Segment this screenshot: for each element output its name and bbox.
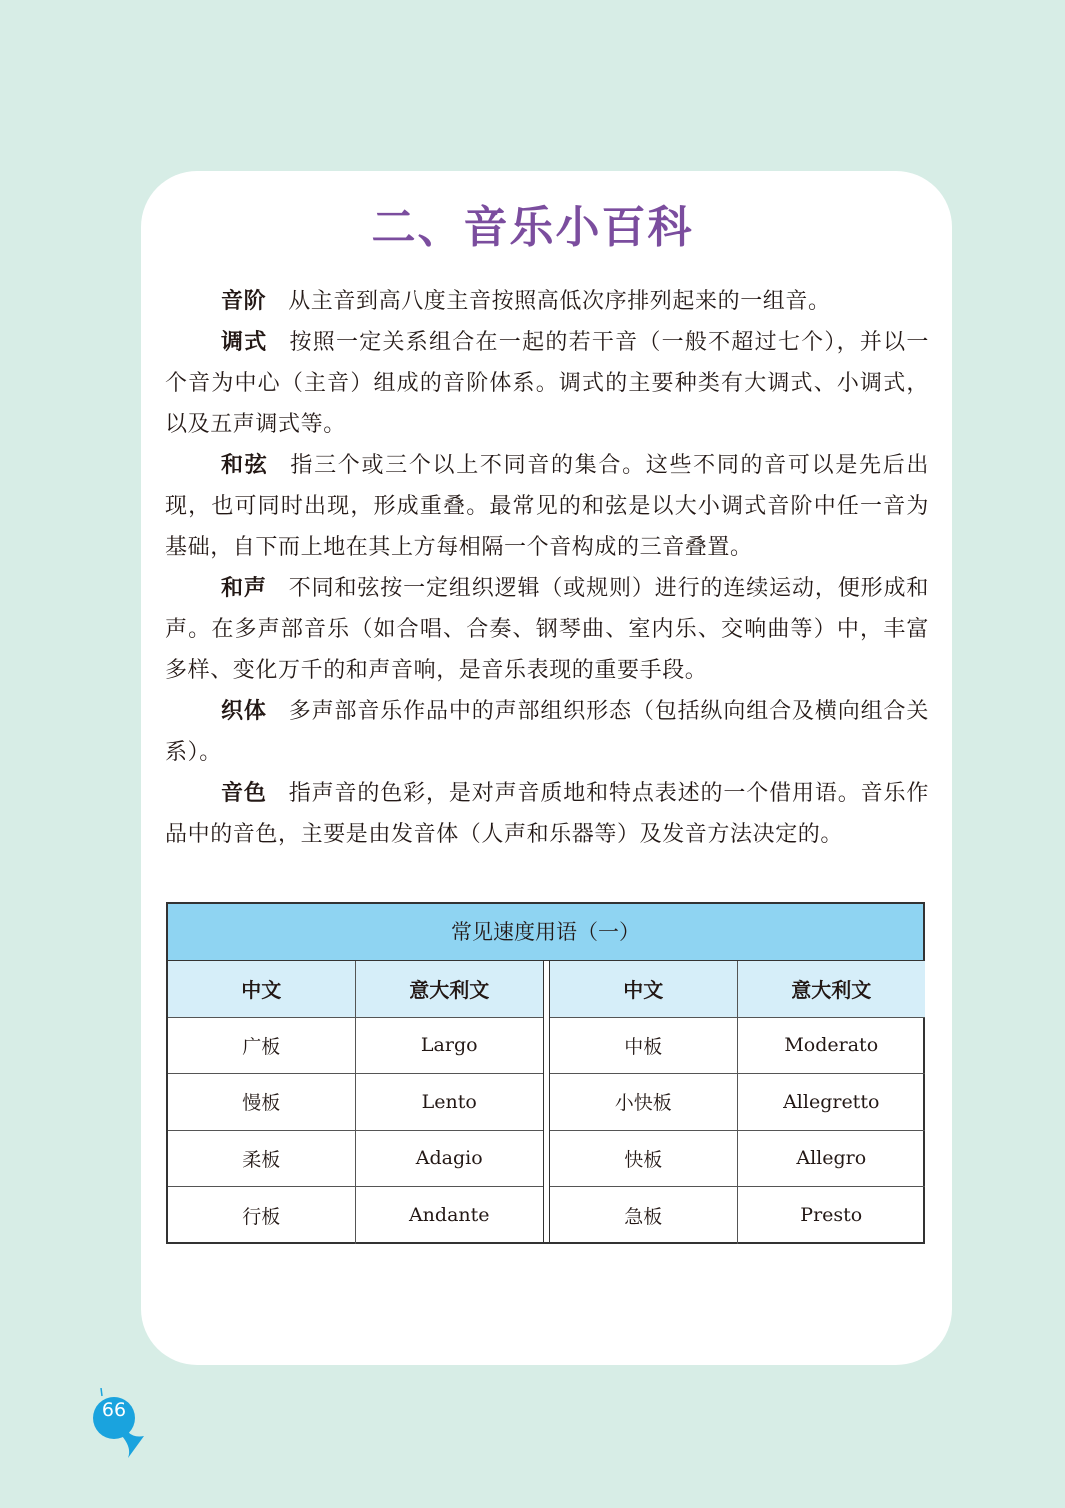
entry-term: 调式: [221, 330, 268, 355]
entry-definition: 指声音的色彩，是对声音质地和特点表述的一个借用语。音乐作品中的音色，主要是由发音体（人声和乐器等）及发音方法决定的。: [165, 781, 930, 847]
cell-chinese: 广板: [168, 1018, 356, 1074]
table-row: [550, 1187, 925, 1244]
entry-definition: 指三个或三个以上不同音的集合。这些不同的音可以是先后出现，也可同时出现，形成重叠。最常见的和弦是以大小调式音阶中任一音为基础，自下而上地在其上方每相隔一个音构成的三音叠置。: [165, 453, 930, 560]
table-row: [168, 1187, 543, 1244]
header-italian: 意大利文: [791, 978, 872, 1003]
page-number: 66: [101, 1399, 127, 1421]
table-row: [550, 1074, 925, 1131]
entry-term: 织体: [221, 699, 267, 724]
page-title: 二、音乐小百科: [371, 202, 694, 253]
cell-chinese: 快板: [550, 1131, 738, 1187]
entry-term: 和声: [221, 576, 267, 601]
cell-chinese: 慢板: [168, 1074, 356, 1130]
cell-chinese: 急板: [550, 1187, 738, 1244]
entry-harmony: [165, 568, 929, 691]
cell-chinese: 行板: [168, 1187, 356, 1244]
table-left-half: [168, 961, 543, 1244]
cell-italian: Allegretto: [783, 1090, 880, 1113]
entry-term: 音色: [221, 781, 267, 806]
table-right-half: [549, 961, 925, 1244]
table-row: [550, 1131, 925, 1188]
table-caption: 常见速度用语（一）: [168, 904, 923, 961]
entry-scale: [165, 281, 929, 322]
cell-chinese: 柔板: [168, 1131, 356, 1187]
cell-chinese: 中板: [550, 1018, 738, 1074]
entry-chord: [165, 445, 929, 568]
cell-italian: Lento: [421, 1090, 477, 1113]
cell-italian: Allegro: [796, 1147, 867, 1170]
tempo-terms-table: [166, 902, 925, 1244]
table-row: [550, 1018, 925, 1075]
entry-definition: 按照一定关系组合在一起的若干音（一般不超过七个），并以一个音为中心（主音）组成的音阶体系。调式的主要种类有大调式、小调式，以及五声调式等。: [165, 330, 929, 437]
table-row: [168, 1018, 543, 1075]
header-chinese: 中文: [550, 961, 738, 1017]
cell-chinese: 小快板: [550, 1074, 738, 1130]
table-header-row: [168, 961, 543, 1018]
cell-italian: Andante: [408, 1204, 490, 1227]
table-row: [168, 1074, 543, 1131]
entry-timbre: [165, 773, 929, 855]
entry-term: 和弦: [221, 453, 269, 478]
entry-mode: [165, 322, 929, 445]
table-row: [168, 1131, 543, 1188]
header-chinese: 中文: [168, 961, 356, 1017]
entry-definition: 不同和弦按一定组织逻辑（或规则）进行的连续运动，便形成和声。在多声部音乐（如合唱、合奏、钢琴曲、室内乐、交响曲等）中，丰富多样、变化万千的和声音响，是音乐表现的重要手段。: [165, 576, 930, 683]
cell-italian: Adagio: [415, 1147, 483, 1170]
entry-texture: [165, 691, 929, 773]
encyclopedia-text: [165, 281, 929, 855]
entry-definition: 从主音到高八度主音按照高低次序排列起来的一组音。: [288, 289, 831, 314]
entry-definition: 多声部音乐作品中的声部组织形态（包括纵向组合及横向组合关系）。: [165, 699, 930, 765]
entry-term: 音阶: [221, 289, 267, 314]
header-italian: 意大利文: [409, 978, 490, 1003]
table-header-row: [550, 961, 925, 1018]
cell-italian: Largo: [420, 1034, 478, 1057]
cell-italian: Presto: [800, 1204, 863, 1227]
cell-italian: Moderato: [784, 1034, 879, 1057]
